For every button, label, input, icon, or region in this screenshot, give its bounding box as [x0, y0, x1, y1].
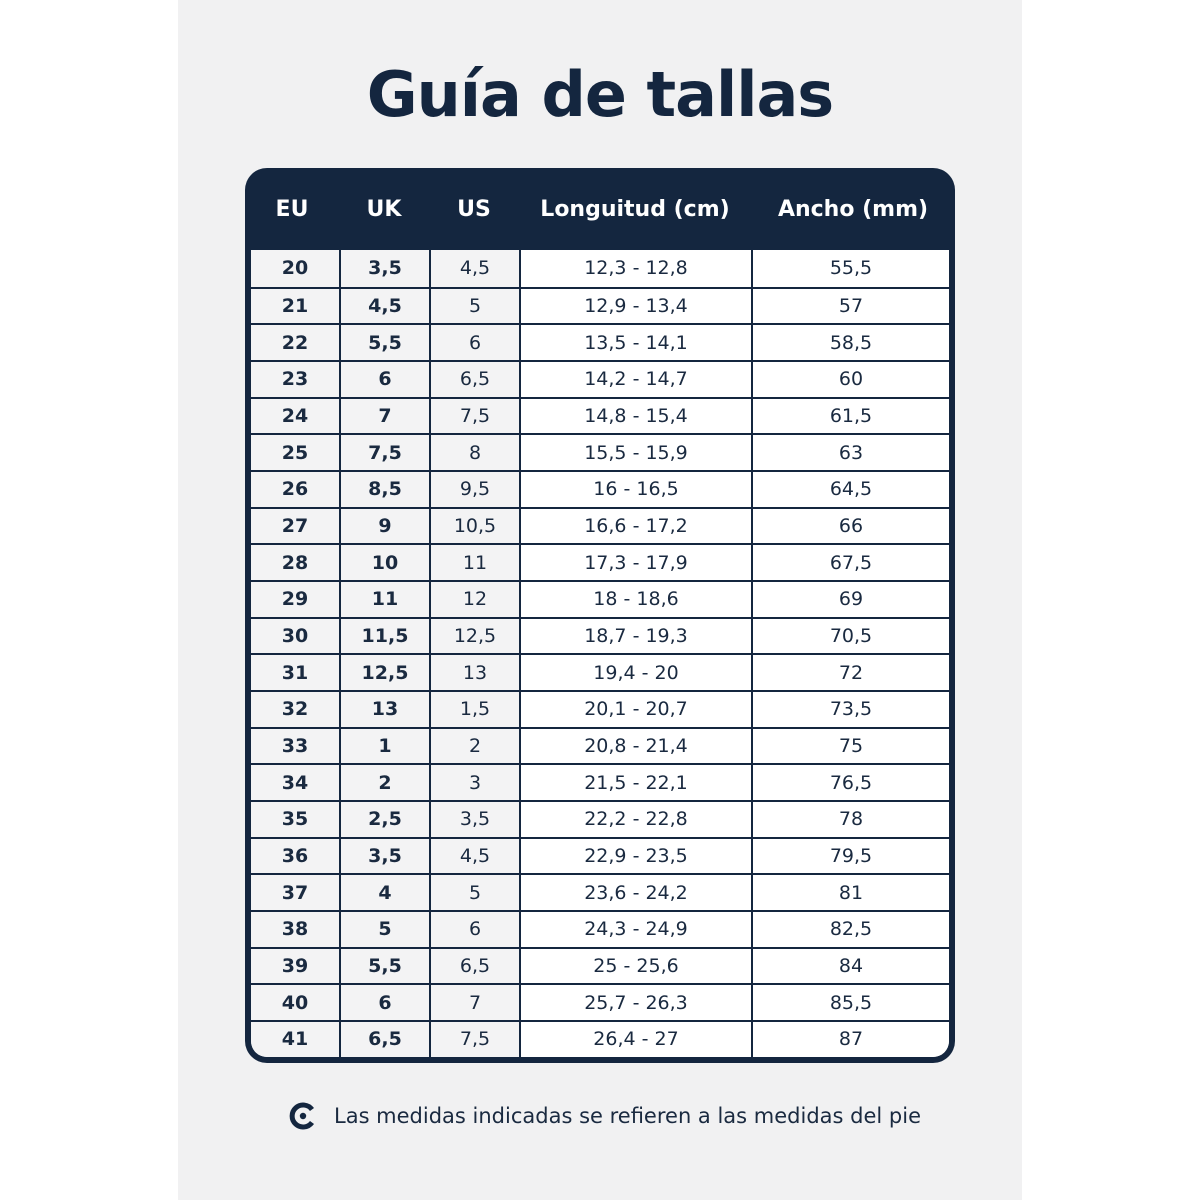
cell-us: 1,5 [429, 692, 519, 727]
cell-uk: 6,5 [339, 1022, 429, 1057]
cell-uk: 11,5 [339, 619, 429, 654]
cell-width: 64,5 [751, 472, 949, 507]
cell-width: 75 [751, 729, 949, 764]
table-row [251, 323, 949, 360]
cell-us: 13 [429, 655, 519, 690]
brand-c-icon [288, 1101, 318, 1131]
cell-uk: 2 [339, 765, 429, 800]
page-title: Guía de tallas [366, 58, 834, 131]
header-eu: EU [275, 196, 309, 222]
cell-length: 15,5 - 15,9 [519, 435, 751, 470]
cell-uk: 6 [339, 362, 429, 397]
table-row [251, 910, 949, 947]
cell-width: 82,5 [751, 912, 949, 947]
cell-width: 67,5 [751, 545, 949, 580]
cell-uk: 5 [339, 912, 429, 947]
cell-eu: 27 [251, 509, 339, 544]
cell-length: 25 - 25,6 [519, 949, 751, 984]
cell-eu: 20 [251, 250, 339, 287]
cell-eu: 22 [251, 325, 339, 360]
cell-width: 70,5 [751, 619, 949, 654]
cell-length: 17,3 - 17,9 [519, 545, 751, 580]
cell-width: 57 [751, 289, 949, 324]
cell-uk: 4 [339, 875, 429, 910]
cell-uk: 9 [339, 509, 429, 544]
cell-us: 5 [429, 289, 519, 324]
cell-width: 76,5 [751, 765, 949, 800]
cell-width: 69 [751, 582, 949, 617]
cell-length: 25,7 - 26,3 [519, 985, 751, 1020]
cell-us: 6 [429, 325, 519, 360]
cell-us: 6,5 [429, 949, 519, 984]
cell-us: 4,5 [429, 839, 519, 874]
cell-uk: 8,5 [339, 472, 429, 507]
cell-eu: 41 [251, 1022, 339, 1057]
cell-uk: 13 [339, 692, 429, 727]
cell-uk: 2,5 [339, 802, 429, 837]
table-row [251, 250, 949, 287]
table-row [251, 690, 949, 727]
header-uk: UK [366, 196, 402, 222]
cell-length: 13,5 - 14,1 [519, 325, 751, 360]
table-body [251, 250, 949, 1057]
table-row [251, 580, 949, 617]
cell-length: 18,7 - 19,3 [519, 619, 751, 654]
cell-eu: 34 [251, 765, 339, 800]
cell-eu: 24 [251, 399, 339, 434]
cell-length: 18 - 18,6 [519, 582, 751, 617]
cell-uk: 3,5 [339, 839, 429, 874]
cell-uk: 4,5 [339, 289, 429, 324]
table-row [251, 727, 949, 764]
cell-width: 60 [751, 362, 949, 397]
cell-us: 3 [429, 765, 519, 800]
table-header-row [245, 168, 955, 250]
cell-us: 12,5 [429, 619, 519, 654]
table-row [251, 507, 949, 544]
cell-width: 55,5 [751, 250, 949, 287]
table-row [251, 873, 949, 910]
cell-width: 84 [751, 949, 949, 984]
cell-length: 20,8 - 21,4 [519, 729, 751, 764]
cell-us: 8 [429, 435, 519, 470]
cell-length: 24,3 - 24,9 [519, 912, 751, 947]
cell-us: 9,5 [429, 472, 519, 507]
cell-eu: 30 [251, 619, 339, 654]
cell-uk: 12,5 [339, 655, 429, 690]
cell-length: 23,6 - 24,2 [519, 875, 751, 910]
cell-uk: 7,5 [339, 435, 429, 470]
cell-length: 21,5 - 22,1 [519, 765, 751, 800]
cell-eu: 38 [251, 912, 339, 947]
cell-us: 2 [429, 729, 519, 764]
cell-uk: 7 [339, 399, 429, 434]
cell-width: 63 [751, 435, 949, 470]
cell-length: 12,3 - 12,8 [519, 250, 751, 287]
cell-width: 85,5 [751, 985, 949, 1020]
cell-us: 7,5 [429, 1022, 519, 1057]
size-table [245, 168, 955, 1063]
table-row [251, 947, 949, 984]
cell-uk: 3,5 [339, 250, 429, 287]
table-row [251, 617, 949, 654]
cell-us: 5 [429, 875, 519, 910]
table-row [251, 653, 949, 690]
cell-uk: 5,5 [339, 325, 429, 360]
cell-length: 16 - 16,5 [519, 472, 751, 507]
cell-eu: 21 [251, 289, 339, 324]
cell-eu: 36 [251, 839, 339, 874]
cell-length: 14,2 - 14,7 [519, 362, 751, 397]
cell-width: 79,5 [751, 839, 949, 874]
cell-eu: 31 [251, 655, 339, 690]
cell-eu: 26 [251, 472, 339, 507]
cell-width: 78 [751, 802, 949, 837]
table-row [251, 1020, 949, 1057]
cell-uk: 11 [339, 582, 429, 617]
cell-width: 61,5 [751, 399, 949, 434]
table-row [251, 763, 949, 800]
cell-uk: 1 [339, 729, 429, 764]
cell-eu: 33 [251, 729, 339, 764]
footnote [288, 1098, 921, 1134]
cell-us: 4,5 [429, 250, 519, 287]
cell-length: 20,1 - 20,7 [519, 692, 751, 727]
table-row [251, 983, 949, 1020]
cell-us: 6,5 [429, 362, 519, 397]
cell-eu: 35 [251, 802, 339, 837]
cell-eu: 23 [251, 362, 339, 397]
header-us: US [457, 196, 491, 222]
cell-length: 16,6 - 17,2 [519, 509, 751, 544]
header-length: Longuitud (cm) [540, 196, 730, 222]
header-width: Ancho (mm) [777, 196, 929, 222]
cell-length: 26,4 - 27 [519, 1022, 751, 1057]
cell-us: 7 [429, 985, 519, 1020]
table-row [251, 433, 949, 470]
cell-eu: 40 [251, 985, 339, 1020]
table-row [251, 800, 949, 837]
cell-width: 87 [751, 1022, 949, 1057]
cell-uk: 10 [339, 545, 429, 580]
cell-width: 81 [751, 875, 949, 910]
cell-length: 12,9 - 13,4 [519, 289, 751, 324]
cell-us: 11 [429, 545, 519, 580]
cell-width: 66 [751, 509, 949, 544]
cell-us: 12 [429, 582, 519, 617]
table-row [251, 397, 949, 434]
table-row [251, 543, 949, 580]
cell-length: 22,2 - 22,8 [519, 802, 751, 837]
cell-eu: 37 [251, 875, 339, 910]
cell-uk: 6 [339, 985, 429, 1020]
size-guide-page [178, 0, 1022, 1200]
table-row [251, 470, 949, 507]
cell-eu: 39 [251, 949, 339, 984]
cell-uk: 5,5 [339, 949, 429, 984]
cell-width: 58,5 [751, 325, 949, 360]
cell-us: 3,5 [429, 802, 519, 837]
table-row [251, 837, 949, 874]
table-row [251, 360, 949, 397]
cell-eu: 32 [251, 692, 339, 727]
cell-width: 73,5 [751, 692, 949, 727]
cell-length: 19,4 - 20 [519, 655, 751, 690]
cell-eu: 28 [251, 545, 339, 580]
table-row [251, 287, 949, 324]
cell-us: 6 [429, 912, 519, 947]
cell-length: 14,8 - 15,4 [519, 399, 751, 434]
cell-width: 72 [751, 655, 949, 690]
footnote-text: Las medidas indicadas se refieren a las medidas del pie [334, 1104, 921, 1128]
cell-length: 22,9 - 23,5 [519, 839, 751, 874]
cell-us: 7,5 [429, 399, 519, 434]
cell-eu: 25 [251, 435, 339, 470]
cell-us: 10,5 [429, 509, 519, 544]
cell-eu: 29 [251, 582, 339, 617]
